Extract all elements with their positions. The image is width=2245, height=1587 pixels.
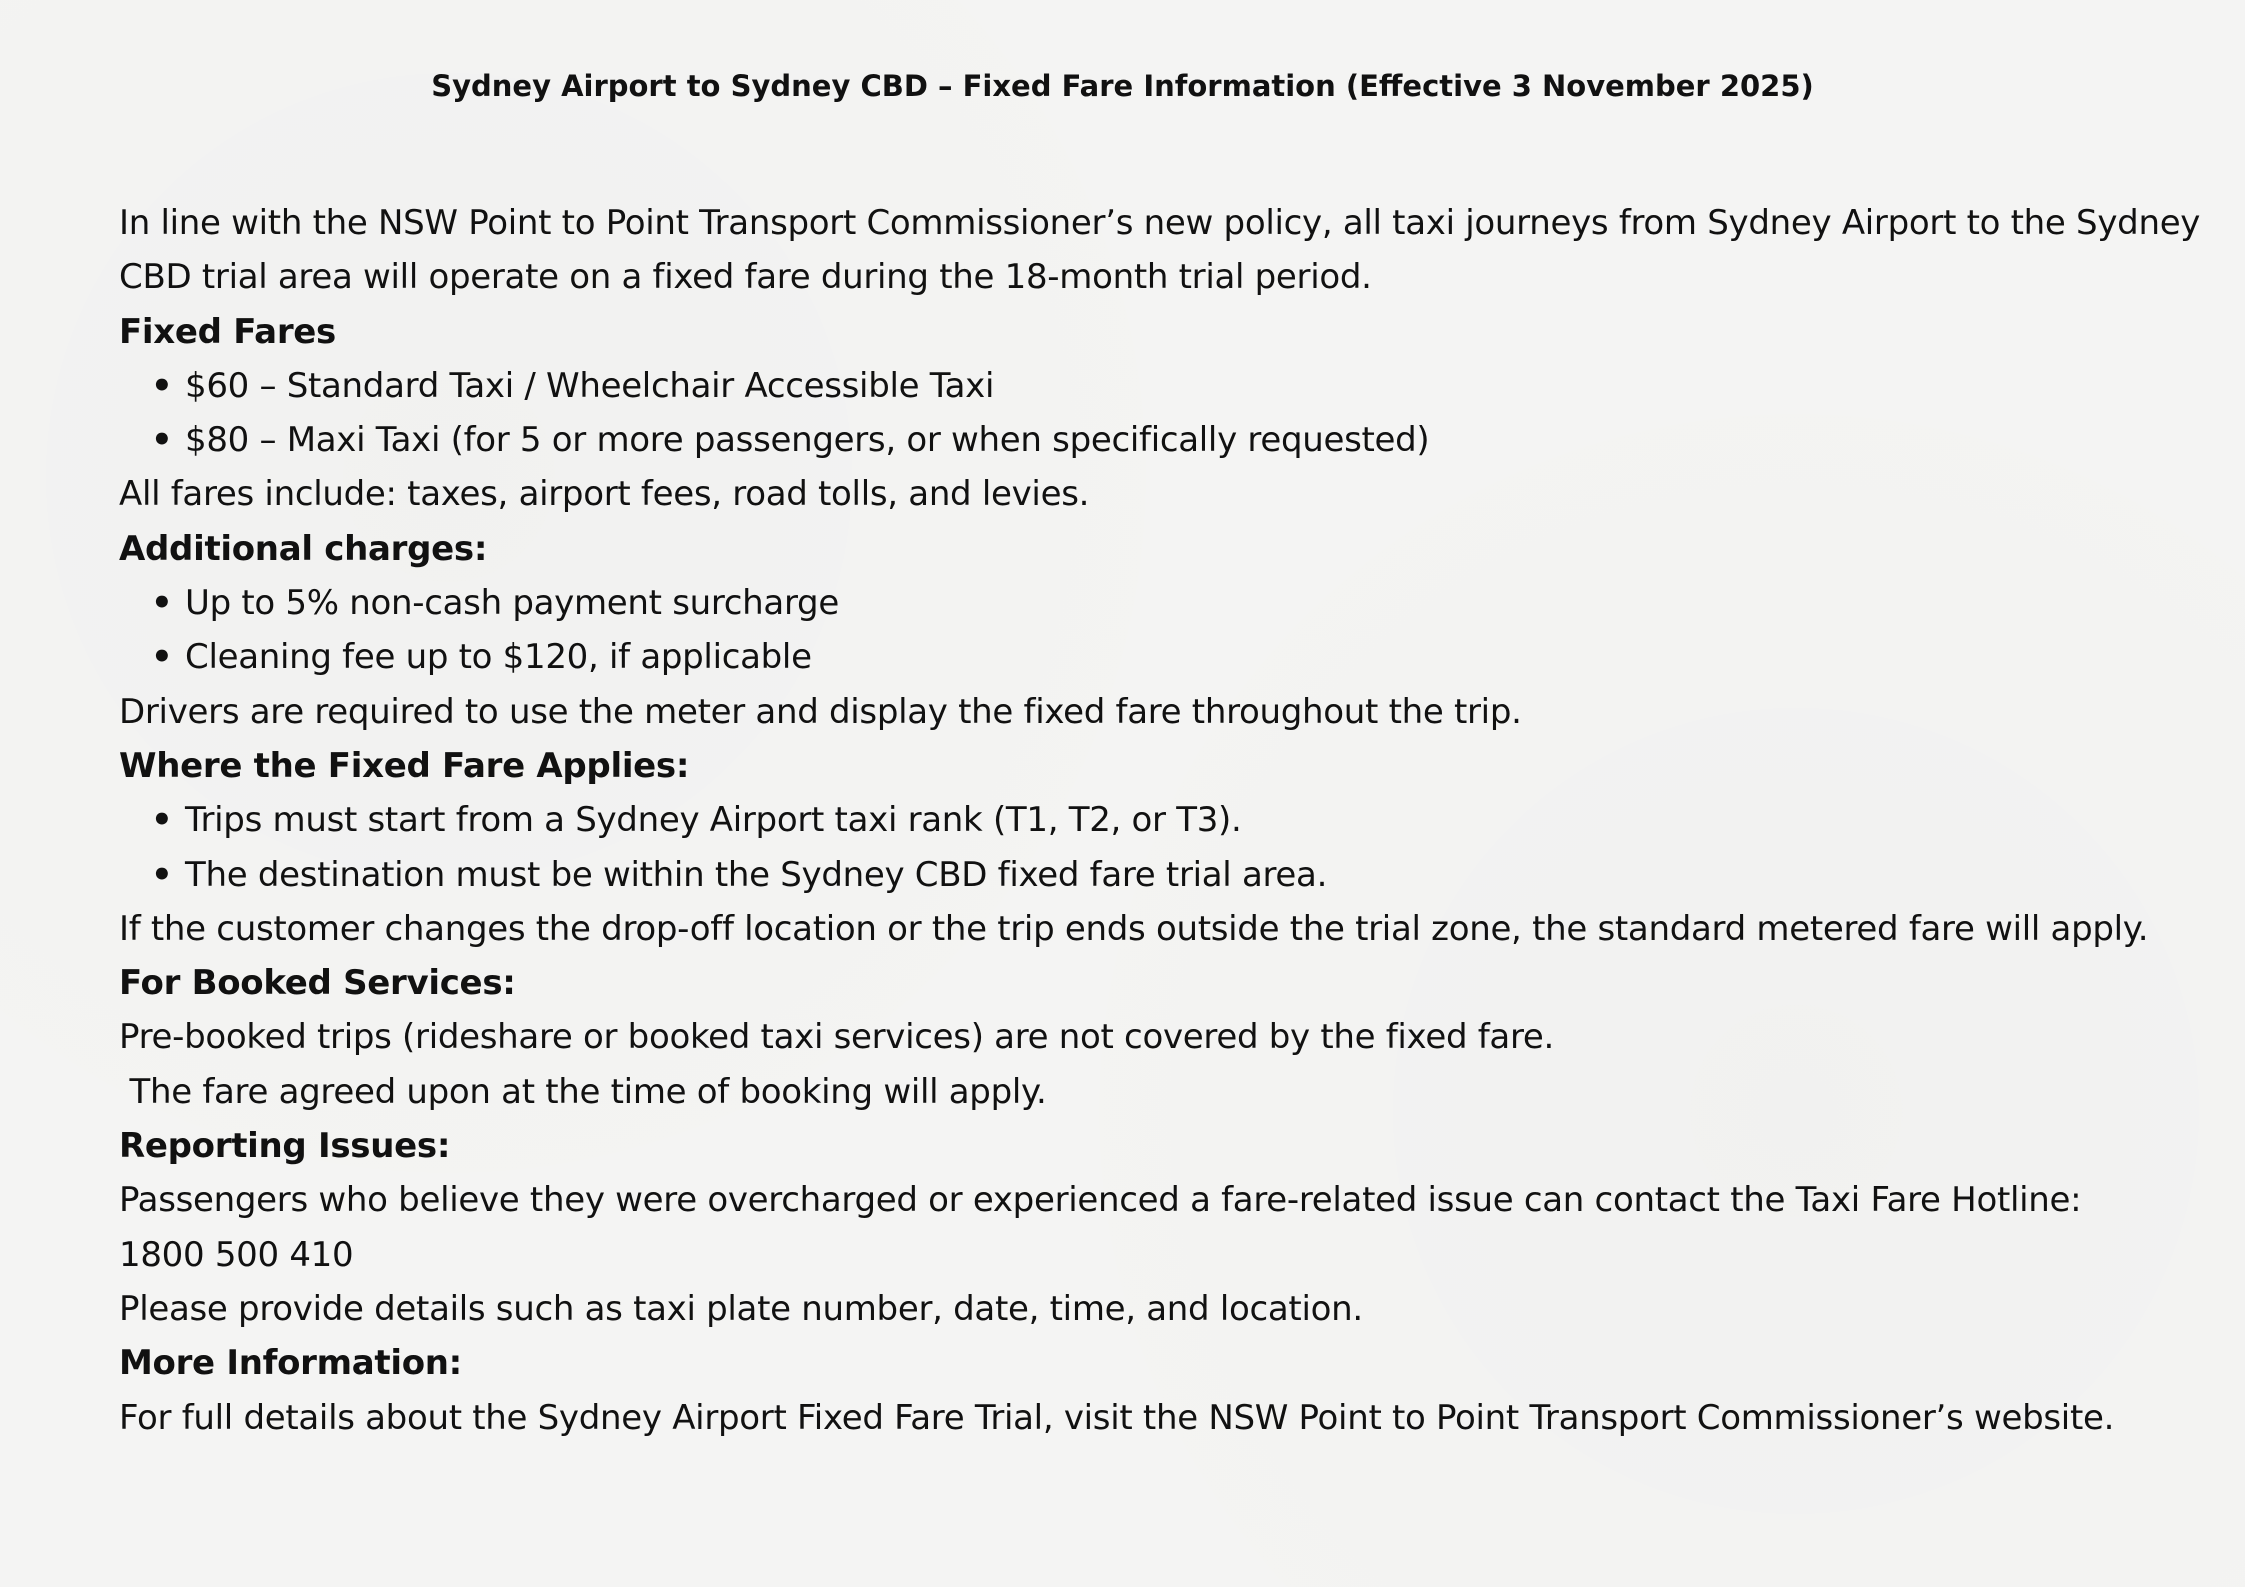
reporting-line-3: Please provide details such as taxi plate number, date, time, and location. [119,1288,1363,1329]
list-item [119,793,2159,847]
section-heading-additional-charges: Additional charges: [119,528,488,569]
list-item [119,848,2159,902]
intro-line-1: In line with the NSW Point to Point Transport Commissioner’s new policy, all taxi journeys from Sydney Airport to the Sydney [119,203,2201,243]
where-applies-note: If the customer changes the drop-off location or the trip ends outside the trial zone, the standard metered fare will apply. [119,908,2149,949]
list-item-text: The destination must be within the Sydney CBD fixed fare trial area. [185,854,1328,895]
list-item-text: $80 – Maxi Taxi (for 5 or more passengers, or when specifically requested) [185,420,1430,461]
list-item [119,359,2159,413]
bullet-icon: • [151,583,173,624]
list-item-text: $60 – Standard Taxi / Wheelchair Accessible Taxi [185,365,995,406]
fixed-fares-note: All fares include: taxes, airport fees, road tolls, and levies. [119,474,1090,515]
section-heading-reporting: Reporting Issues: [119,1126,451,1167]
booked-services-line-1: Pre-booked trips (rideshare or booked taxi services) are not covered by the fixed fare. [119,1017,1555,1058]
list-item [119,576,2159,630]
reporting-line-1: Passengers who believe they were overcharged or experienced a fare-related issue can contact the Taxi Fare Hotline: [119,1180,2082,1221]
bullet-icon: • [151,420,173,461]
section-heading-more-info: More Information: [119,1343,462,1384]
bullet-icon: • [151,854,173,895]
list-item-text: Up to 5% non-cash payment surcharge [185,583,839,624]
bullet-icon: • [151,365,173,406]
section-heading-fixed-fares: Fixed Fares [119,311,336,352]
list-item [119,630,2159,684]
intro-line-2: CBD trial area will operate on a fixed fare during the 18-month trial period. [119,257,1372,298]
hotline-number: 1800 500 410 [119,1234,354,1275]
list-item-text: Cleaning fee up to $120, if applicable [185,637,812,678]
list-item [119,413,2159,467]
list-item-text: Trips must start from a Sydney Airport taxi rank (T1, T2, or T3). [185,800,1242,841]
more-info-line: For full details about the Sydney Airport Fixed Fare Trial, visit the NSW Point to Point Transport Commissioner’s website. [119,1397,2115,1438]
document-title: Sydney Airport to Sydney CBD – Fixed Fare Information (Effective 3 November 2025) [431,69,1814,103]
additional-charges-note: Drivers are required to use the meter and display the fixed fare throughout the trip. [119,691,1522,732]
bullet-icon: • [151,800,173,841]
section-heading-booked-services: For Booked Services: [119,963,516,1004]
booked-services-line-2: The fare agreed upon at the time of booking will apply. [119,1071,1047,1112]
section-heading-where-applies: Where the Fixed Fare Applies: [119,745,690,786]
bullet-icon: • [151,637,173,678]
document-body [119,196,2201,1445]
